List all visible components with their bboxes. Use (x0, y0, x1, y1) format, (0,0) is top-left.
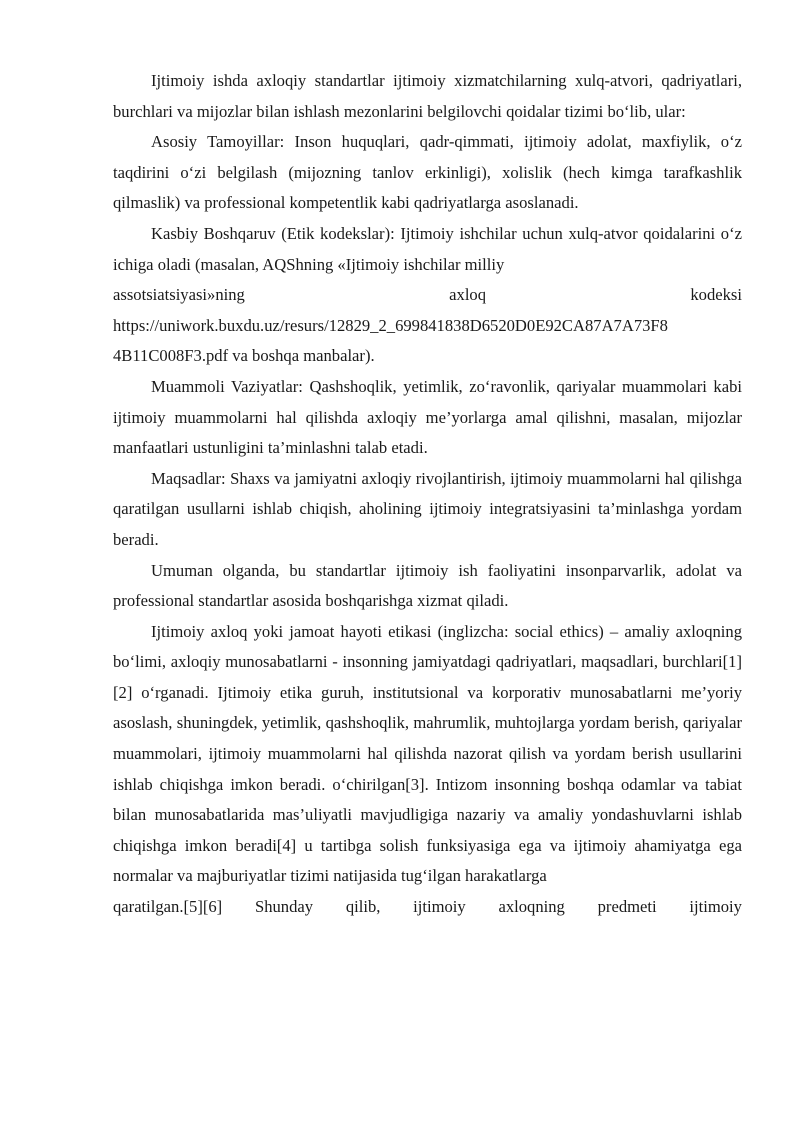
paragraph-principles: Asosiy Tamoyillar: Inson huquqlari, qadr-qimmati, ijtimoiy adolat, maxfiylik, o‘z taqdirini o‘zi belgilash (mijozning tanlov erkinligi), xolislik (hech kimga tarafkashlik qilmaslik) va professional kompetentlik kabi qadriyatlarga asoslanadi. (113, 132, 742, 213)
spread-word: ijtimoiy (413, 897, 466, 917)
spread-word: kodeksi (690, 285, 742, 305)
paragraph-governance-spread-line (113, 280, 742, 311)
reference-url[interactable]: https://uniwork.buxdu.uz/resurs/12829_2_699841838D6520D0E92CA87A7A73F8 (113, 315, 668, 335)
spread-word: axloq (449, 285, 487, 305)
paragraph-social-ethics (113, 617, 742, 923)
paragraph-governance-text: Kasbiy Boshqaruv (Etik kodekslar): Ijtimoiy ishchilar uchun xulq-atvor qoidalarini o‘z ichiga oladi (masalan, AQShning «Ijtimoiy ishchilar milliy (113, 223, 742, 274)
spread-word: qilib, (345, 897, 381, 917)
spread-word: qaratilgan.[5][6] (113, 897, 223, 917)
paragraph-summary: Umuman olganda, bu standartlar ijtimoiy ish faoliyatini insonparvarlik, adolat va professional standartlar asosida boshqarishga xizmat qiladi. (113, 560, 742, 611)
reference-url-continuation: 4B11C008F3.pdf va boshqa manbalar). (113, 346, 375, 366)
spread-word: axloqning (498, 897, 565, 917)
paragraph-professional-governance (113, 219, 742, 372)
paragraph-intro: Ijtimoiy ishda axloqiy standartlar ijtimoiy xizmatchilarning xulq-atvori, qadriyatlari, burchlari va mijozlar bilan ishlash mezonlarini belgilovchi qoidalar tizimi bo‘lib, ular: (113, 71, 742, 121)
spread-word: predmeti (597, 897, 657, 917)
paragraph-problem-situations: Muammoli Vaziyatlar: Qashshoqlik, yetimlik, zo‘ravonlik, qariyalar muammolari kabi ijtimoiy muammolarni hal qilishda axloqiy me’yorlarga amal qilishni, masalan, mijozlar manfaatlari ustunligini ta’minlashni talab etadi. (113, 376, 742, 458)
paragraph-goals: Maqsadlar: Shaxs va jamiyatni axloqiy rivojlantirish, ijtimoiy muammolarni hal qilishga qaratilgan usullarni ishlab chiqish, aholining ijtimoiy integratsiyasini ta’minlashga yordam beradi. (113, 468, 742, 549)
spread-word: assotsiatsiyasi»ning (113, 285, 245, 305)
paragraph-social-ethics-last-line (113, 892, 742, 923)
spread-word: ijtimoiy (689, 897, 742, 917)
spread-word: Shunday (254, 897, 314, 917)
paragraph-social-ethics-text: Ijtimoiy axloq yoki jamoat hayoti etikasi (inglizcha: social ethics) – amaliy axloqning bo‘limi, axloqiy munosabatlarni - insonning jamiyatdagi qadriyatlari, maqsadlari, burchlari[1][2] o‘rganadi. Ijtimoiy etika guruh, institutsional va korporativ munosabatlarni me’yoriy asoslash, shuningdek, yetimlik, qashshoqlik, mahrumlik, muhtojlarga yordam berish, qariyalar muammolari, ijtimoiy muammolarni hal qilishda nazorat qilish va yordam berish usullarini ishlab chiqishga imkon beradi. o‘chirilgan[3]. Intizom insonning boshqa odamlar va tabiat bilan munosabatlarida mas’uliyatli mavjudligiga nazariy va amaliy yondashuvlarni ishlab chiqishga imkon beradi[4] u tartibga solish funksiyasiga ega va ijtimoiy ahamiyatga ega normalar va majburiyatlar tizimi natijasida tug‘ilgan harakatlarga (113, 621, 742, 886)
document-body (113, 66, 742, 923)
